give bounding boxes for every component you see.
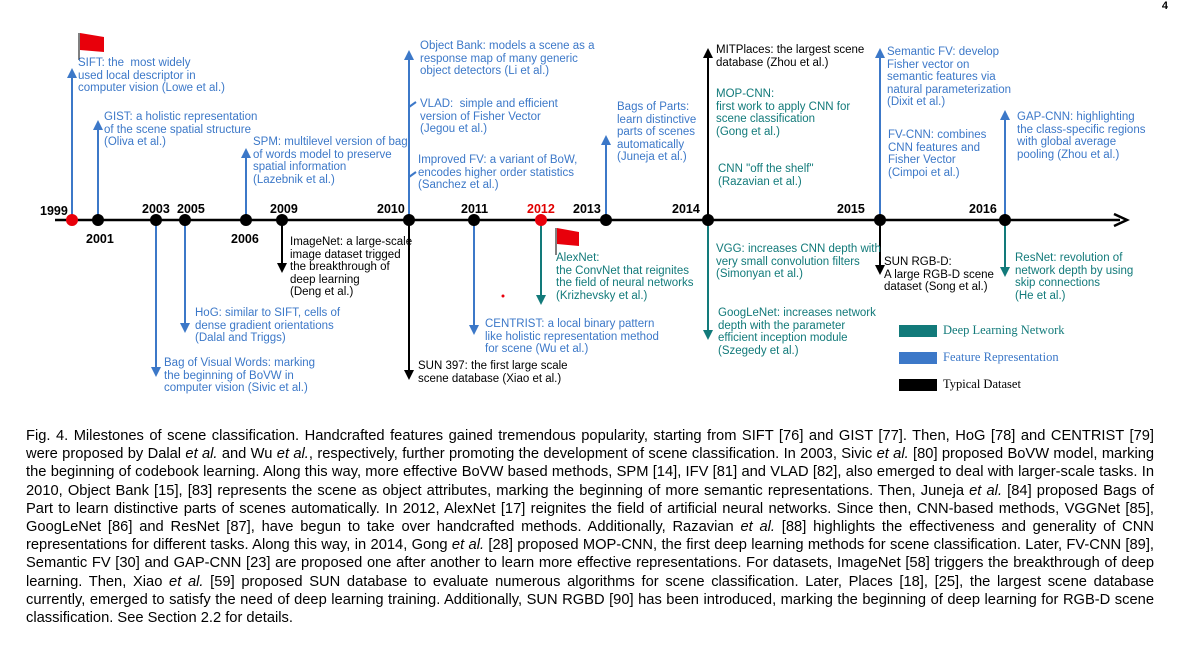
year-2005: 2005 bbox=[177, 202, 205, 216]
legend-swatch-dataset bbox=[899, 379, 937, 391]
figure-caption bbox=[26, 427, 1154, 627]
dot-2014 bbox=[702, 214, 714, 226]
year-2010: 2010 bbox=[377, 202, 405, 216]
annotation-hog: HoG: similar to SIFT, cells of dense gradient orientations (Dalal and Triggs) bbox=[195, 307, 341, 344]
caption-text-3: , respectively, further promoting the development of scene classification. In 2003, Sivic bbox=[308, 446, 877, 463]
caption-text-5: [84] proposed Bags of Part to learn distinctive parts of scenes automatically. In 2012, AlexNet [17] reignites the field of artificial neural networks. Since then, CNN-based methods, VGGNet [85], GoogLeNet [86] and ResNet [87], have begun to take over handcrafted methods. Additionally, Razavian bbox=[26, 482, 1154, 536]
year-2014: 2014 bbox=[672, 202, 700, 216]
legend-swatch-deep-learning bbox=[899, 325, 937, 337]
annotation-fv-cnn: FV-CNN: combines CNN features and Fisher Vector (Cimpoi et al.) bbox=[888, 129, 987, 179]
year-2009: 2009 bbox=[270, 202, 298, 216]
annotation-sun397: SUN 397: the first large scale scene database (Xiao et al.) bbox=[418, 360, 568, 385]
annotation-sift: SIFT: the most widely used local descriptor in computer vision (Lowe et al.) bbox=[78, 57, 226, 94]
caption-text-1: Fig. 4. Milestones of scene classification. Handcrafted features gained tremendous popularity, starting from SIFT [76] and GIST [77]. Then, HoG [78] and CENTRIST [79] were proposed by Dalal bbox=[26, 428, 1154, 463]
caption-etal-1: et al. bbox=[185, 446, 218, 463]
annotation-semantic-fv: Semantic FV: develop Fisher vector on semantic features via natural parameterization (Dixit et al.) bbox=[887, 46, 1012, 108]
caption-etal-7: et al. bbox=[169, 573, 204, 590]
year-2003: 2003 bbox=[142, 202, 170, 216]
year-2013: 2013 bbox=[573, 202, 601, 216]
annotation-bags-of-parts: Bags of Parts: learn distinctive parts of scenes automatically (Juneja et al.) bbox=[617, 101, 697, 163]
annotation-sun-rgbd: SUN RGB-D: A large RGB-D scene dataset (Song et al.) bbox=[884, 256, 994, 293]
annotation-vgg: VGG: increases CNN depth with very small convolution filters (Simonyan et al.) bbox=[716, 243, 881, 280]
caption-text-6: [88] highlights the effectiveness and generality of CNN representations for different tasks. Along this way, in 2014, Gong bbox=[26, 519, 1154, 554]
dot-2013 bbox=[600, 214, 612, 226]
vlad-tick bbox=[409, 102, 416, 107]
flag-2012-icon bbox=[557, 228, 579, 246]
legend-swatch-feature bbox=[899, 352, 937, 364]
legend-label-dataset: Typical Dataset bbox=[943, 377, 1021, 391]
annotation-resnet: ResNet: revolution of network depth by using skip connections (He et al.) bbox=[1015, 252, 1134, 302]
stray-dot bbox=[502, 295, 505, 298]
flag-1999-icon bbox=[80, 33, 104, 52]
annotation-improved-fv: Improved FV: a variant of BoW, encodes higher order statistics (Sanchez et al.) bbox=[418, 154, 578, 191]
dot-2016 bbox=[999, 214, 1011, 226]
annotation-object-bank: Object Bank: models a scene as a response map of many generic object detectors (Li et al.) bbox=[420, 40, 595, 77]
dot-2015 bbox=[874, 214, 886, 226]
annotation-vlad: VLAD: simple and efficient version of Fisher Vector (Jegou et al.) bbox=[420, 98, 558, 135]
caption-etal-4: et al. bbox=[969, 482, 1003, 499]
caption-text-7: [28] proposed MOP-CNN, the first deep learning methods for scene classification. Later, FV-CNN [89], Semantic FV [30] and GAP-CNN [23] are proposed one after another to learn more effective representations. For datasets, ImageNet [58] triggers the breakthrough of deep learning. Then, Xiao bbox=[26, 537, 1154, 590]
legend-label-deep-learning: Deep Learning Network bbox=[943, 323, 1065, 337]
caption-text-2: and Wu bbox=[217, 446, 277, 463]
year-2015: 2015 bbox=[837, 202, 865, 216]
annotation-centrist: CENTRIST: a local binary pattern like holistic representation method for scene (Wu et al.) bbox=[485, 318, 659, 355]
year-2006: 2006 bbox=[231, 232, 259, 246]
annotation-alexnet: AlexNet: the ConvNet that reignites the field of neural networks (Krizhevsky et al.) bbox=[556, 252, 694, 302]
annotation-mitplaces: MITPlaces: the largest scene database (Zhou et al.) bbox=[716, 44, 865, 69]
year-2012: 2012 bbox=[527, 202, 555, 216]
caption-etal-2: et al. bbox=[276, 446, 309, 463]
caption-text-8: [59] proposed SUN database to evaluate numerous algorithms for scene classification. Later, Places [18], [25], the largest scene database currently, emerged to satisfy the need of deep learning training. Additionally, SUN RGBD [90] has been introduced, marking the beginning of deep learning for RGB-D scene classification. See Section 2.2 for details. bbox=[26, 573, 1155, 627]
caption-etal-6: et al. bbox=[451, 537, 485, 554]
caption-etal-5: et al. bbox=[740, 519, 776, 536]
page-number: 4 bbox=[1161, 0, 1168, 12]
caption-etal-3: et al. bbox=[876, 446, 909, 463]
annotation-mop-cnn: MOP-CNN: first work to apply CNN for scene classification (Gong et al.) bbox=[716, 88, 851, 138]
annotation-cnn-off-the-shelf: CNN "off the shelf" (Razavian et al.) bbox=[718, 163, 814, 188]
annotation-spm: SPM: multilevel version of bag of words model to preserve spatial information (Lazebnik et al.) bbox=[253, 136, 408, 186]
annotation-googlenet: GoogLeNet: increases network depth with the parameter efficient inception module (Szegedy et al.) bbox=[718, 307, 876, 357]
dot-2006 bbox=[240, 214, 252, 226]
year-2016: 2016 bbox=[969, 202, 997, 216]
dot-2001 bbox=[92, 214, 104, 226]
year-2001: 2001 bbox=[86, 232, 114, 246]
annotation-bovw: Bag of Visual Words: marking the beginning of BoVW in computer vision (Sivic et al.) bbox=[164, 357, 316, 394]
annotation-gap-cnn: GAP-CNN: highlighting the class-specific regions with global average pooling (Zhou et al.) bbox=[1017, 111, 1146, 161]
annotation-gist: GIST: a holistic representation of the scene spatial structure (Oliva et al.) bbox=[104, 111, 258, 148]
year-1999: 1999 bbox=[40, 204, 68, 218]
caption-text-4: [80] proposed BoVW model, marking the beginning of codebook learning. Along this way, more effective BoVW based methods, SPM [14], IFV [81] and VLAD [82], also emerged to deal with larger-scale tasks. In 2010, Object Bank [15], [83] represents the scene as object attributes, marking the beginning of more semantic representations. Then, Juneja bbox=[26, 446, 1155, 499]
ifv-tick bbox=[409, 172, 416, 177]
legend-label-feature: Feature Representation bbox=[943, 350, 1059, 364]
year-2011: 2011 bbox=[461, 202, 489, 216]
annotation-imagenet: ImageNet: a large-scale image dataset trigged the breakthrough of deep learning (Deng et al.) bbox=[290, 236, 413, 298]
